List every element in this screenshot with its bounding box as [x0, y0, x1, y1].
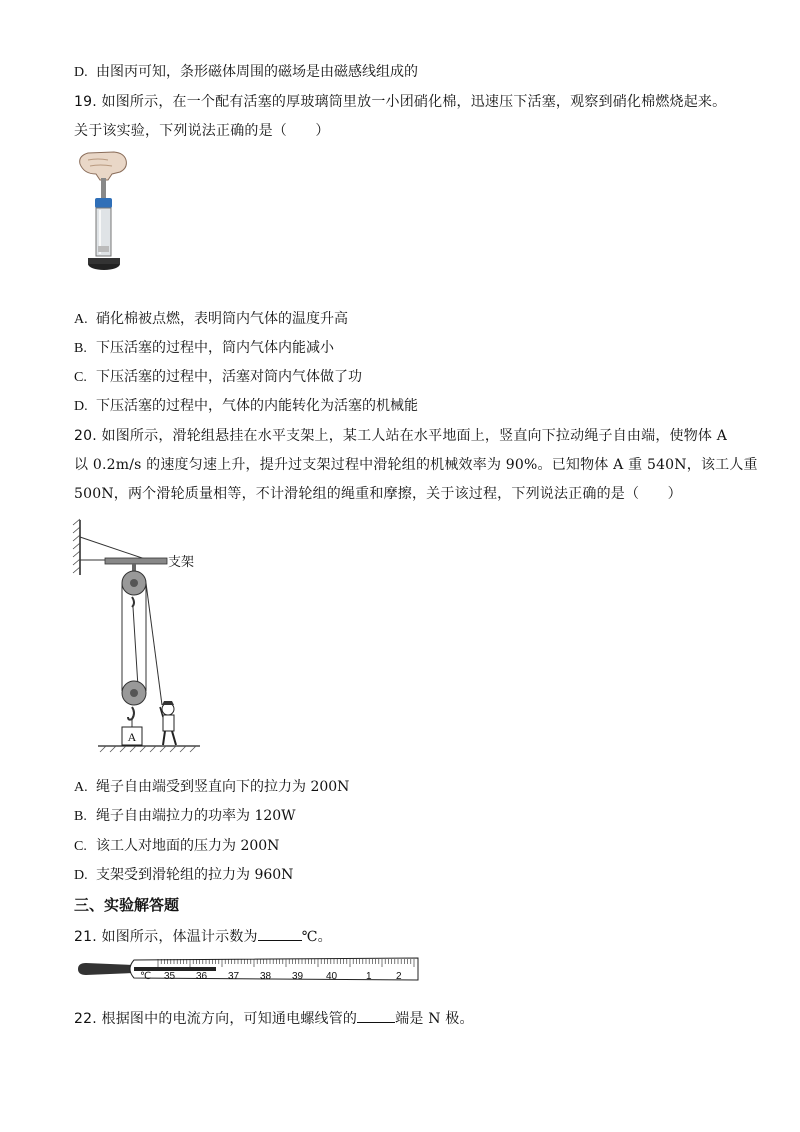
question-number: 21. — [74, 929, 97, 945]
option-letter: D. — [74, 65, 88, 80]
q22-text-before: 根据图中的电流方向，可知通电螺线管的 — [101, 1011, 358, 1027]
q20-option-b — [74, 806, 296, 827]
question-number: 22. — [74, 1011, 97, 1027]
support-label: 支架 — [168, 555, 195, 570]
q19-option-d — [74, 396, 418, 417]
option-text: 下压活塞的过程中，筒内气体内能减小 — [96, 340, 334, 356]
question-number: 20. — [74, 428, 97, 444]
option-letter: B. — [74, 341, 87, 356]
q19-option-c — [74, 367, 362, 388]
q19-text-1: 如图所示，在一个配有活塞的厚玻璃筒里放一小团硝化棉，迅速压下活塞，观察到硝化棉燃烧起来。 — [101, 94, 727, 110]
option-text: 硝化棉被点燃，表明筒内气体的温度升高 — [96, 311, 348, 327]
option-letter: B. — [74, 809, 87, 824]
q19-stem-line2: 关于该实验，下列说法正确的是（ ） — [74, 123, 330, 139]
pulley-system-figure — [70, 515, 220, 760]
option-letter: C. — [74, 839, 87, 854]
answer-blank[interactable] — [357, 1008, 395, 1023]
piston-cap-icon — [95, 198, 112, 208]
tick-label: 37 — [228, 971, 240, 982]
option-text: 该工人对地面的压力为 200N — [96, 838, 280, 854]
thermometer-figure — [74, 954, 419, 984]
q22-text-after: 端是 N 极。 — [395, 1011, 474, 1027]
question-number: 19. — [74, 94, 97, 110]
option-text: 绳子自由端受到竖直向下的拉力为 200N — [96, 779, 350, 795]
q21-text-before: 如图所示，体温计示数为 — [101, 929, 258, 945]
q22-stem — [74, 1008, 474, 1029]
piston-rod-icon — [101, 178, 106, 200]
q20-option-a — [74, 777, 349, 798]
q20-stem-line2: 以 0.2m/s 的速度匀速上升，提升过支架过程中滑轮组的机械效率为 90%。已知物体 A 重 540N，该工人重 — [74, 457, 758, 473]
hand-icon — [80, 152, 127, 180]
q19-stem-line1 — [74, 92, 726, 112]
section-title: 三、实验解答题 — [74, 896, 180, 914]
q19-option-a — [74, 309, 348, 330]
tick-label: 2 — [396, 971, 402, 982]
option-text: 支架受到滑轮组的拉力为 960N — [96, 867, 294, 883]
q20-stem-line3: 500N，两个滑轮质量相等，不计滑轮组的绳重和摩擦，关于该过程，下列说法正确的是（ ） — [74, 486, 682, 502]
option-letter: A. — [74, 780, 88, 795]
q20-option-c — [74, 836, 279, 857]
option-text: 由图丙可知，条形磁体周围的磁场是由磁感线组成的 — [96, 64, 418, 80]
thermometer-bulb-icon — [78, 963, 134, 975]
q19-option-b — [74, 338, 334, 359]
tick-label: 36 — [196, 971, 208, 982]
answer-blank[interactable] — [258, 926, 302, 941]
option-text: 下压活塞的过程中，活塞对筒内气体做了功 — [96, 369, 362, 385]
tick-label: 38 — [260, 971, 272, 982]
option-letter: A. — [74, 312, 88, 327]
q20-stem-line1 — [74, 426, 727, 446]
unit-label: ℃ — [140, 971, 152, 982]
option-letter: D. — [74, 399, 88, 414]
q20-option-d — [74, 865, 293, 886]
option-text: 下压活塞的过程中，气体的内能转化为活塞的机械能 — [96, 398, 418, 414]
option-letter: D. — [74, 868, 88, 883]
tick-label: 35 — [164, 971, 176, 982]
block-label: A — [127, 730, 137, 744]
option-text: 绳子自由端拉力的功率为 120W — [96, 808, 296, 824]
piston-tube-figure — [74, 150, 134, 278]
q21-stem — [74, 926, 332, 947]
q21-text-after: ℃。 — [301, 929, 332, 945]
tick-label: 1 — [366, 971, 372, 982]
option-letter: C. — [74, 370, 87, 385]
tick-label: 39 — [292, 971, 304, 982]
q20-text-1: 如图所示，滑轮组悬挂在水平支架上，某工人站在水平地面上，竖直向下拉动绳子自由端，使物体 A — [101, 428, 728, 444]
tick-label: 40 — [326, 971, 338, 982]
prev-option-d — [74, 62, 418, 83]
support-bar-icon — [105, 558, 167, 564]
